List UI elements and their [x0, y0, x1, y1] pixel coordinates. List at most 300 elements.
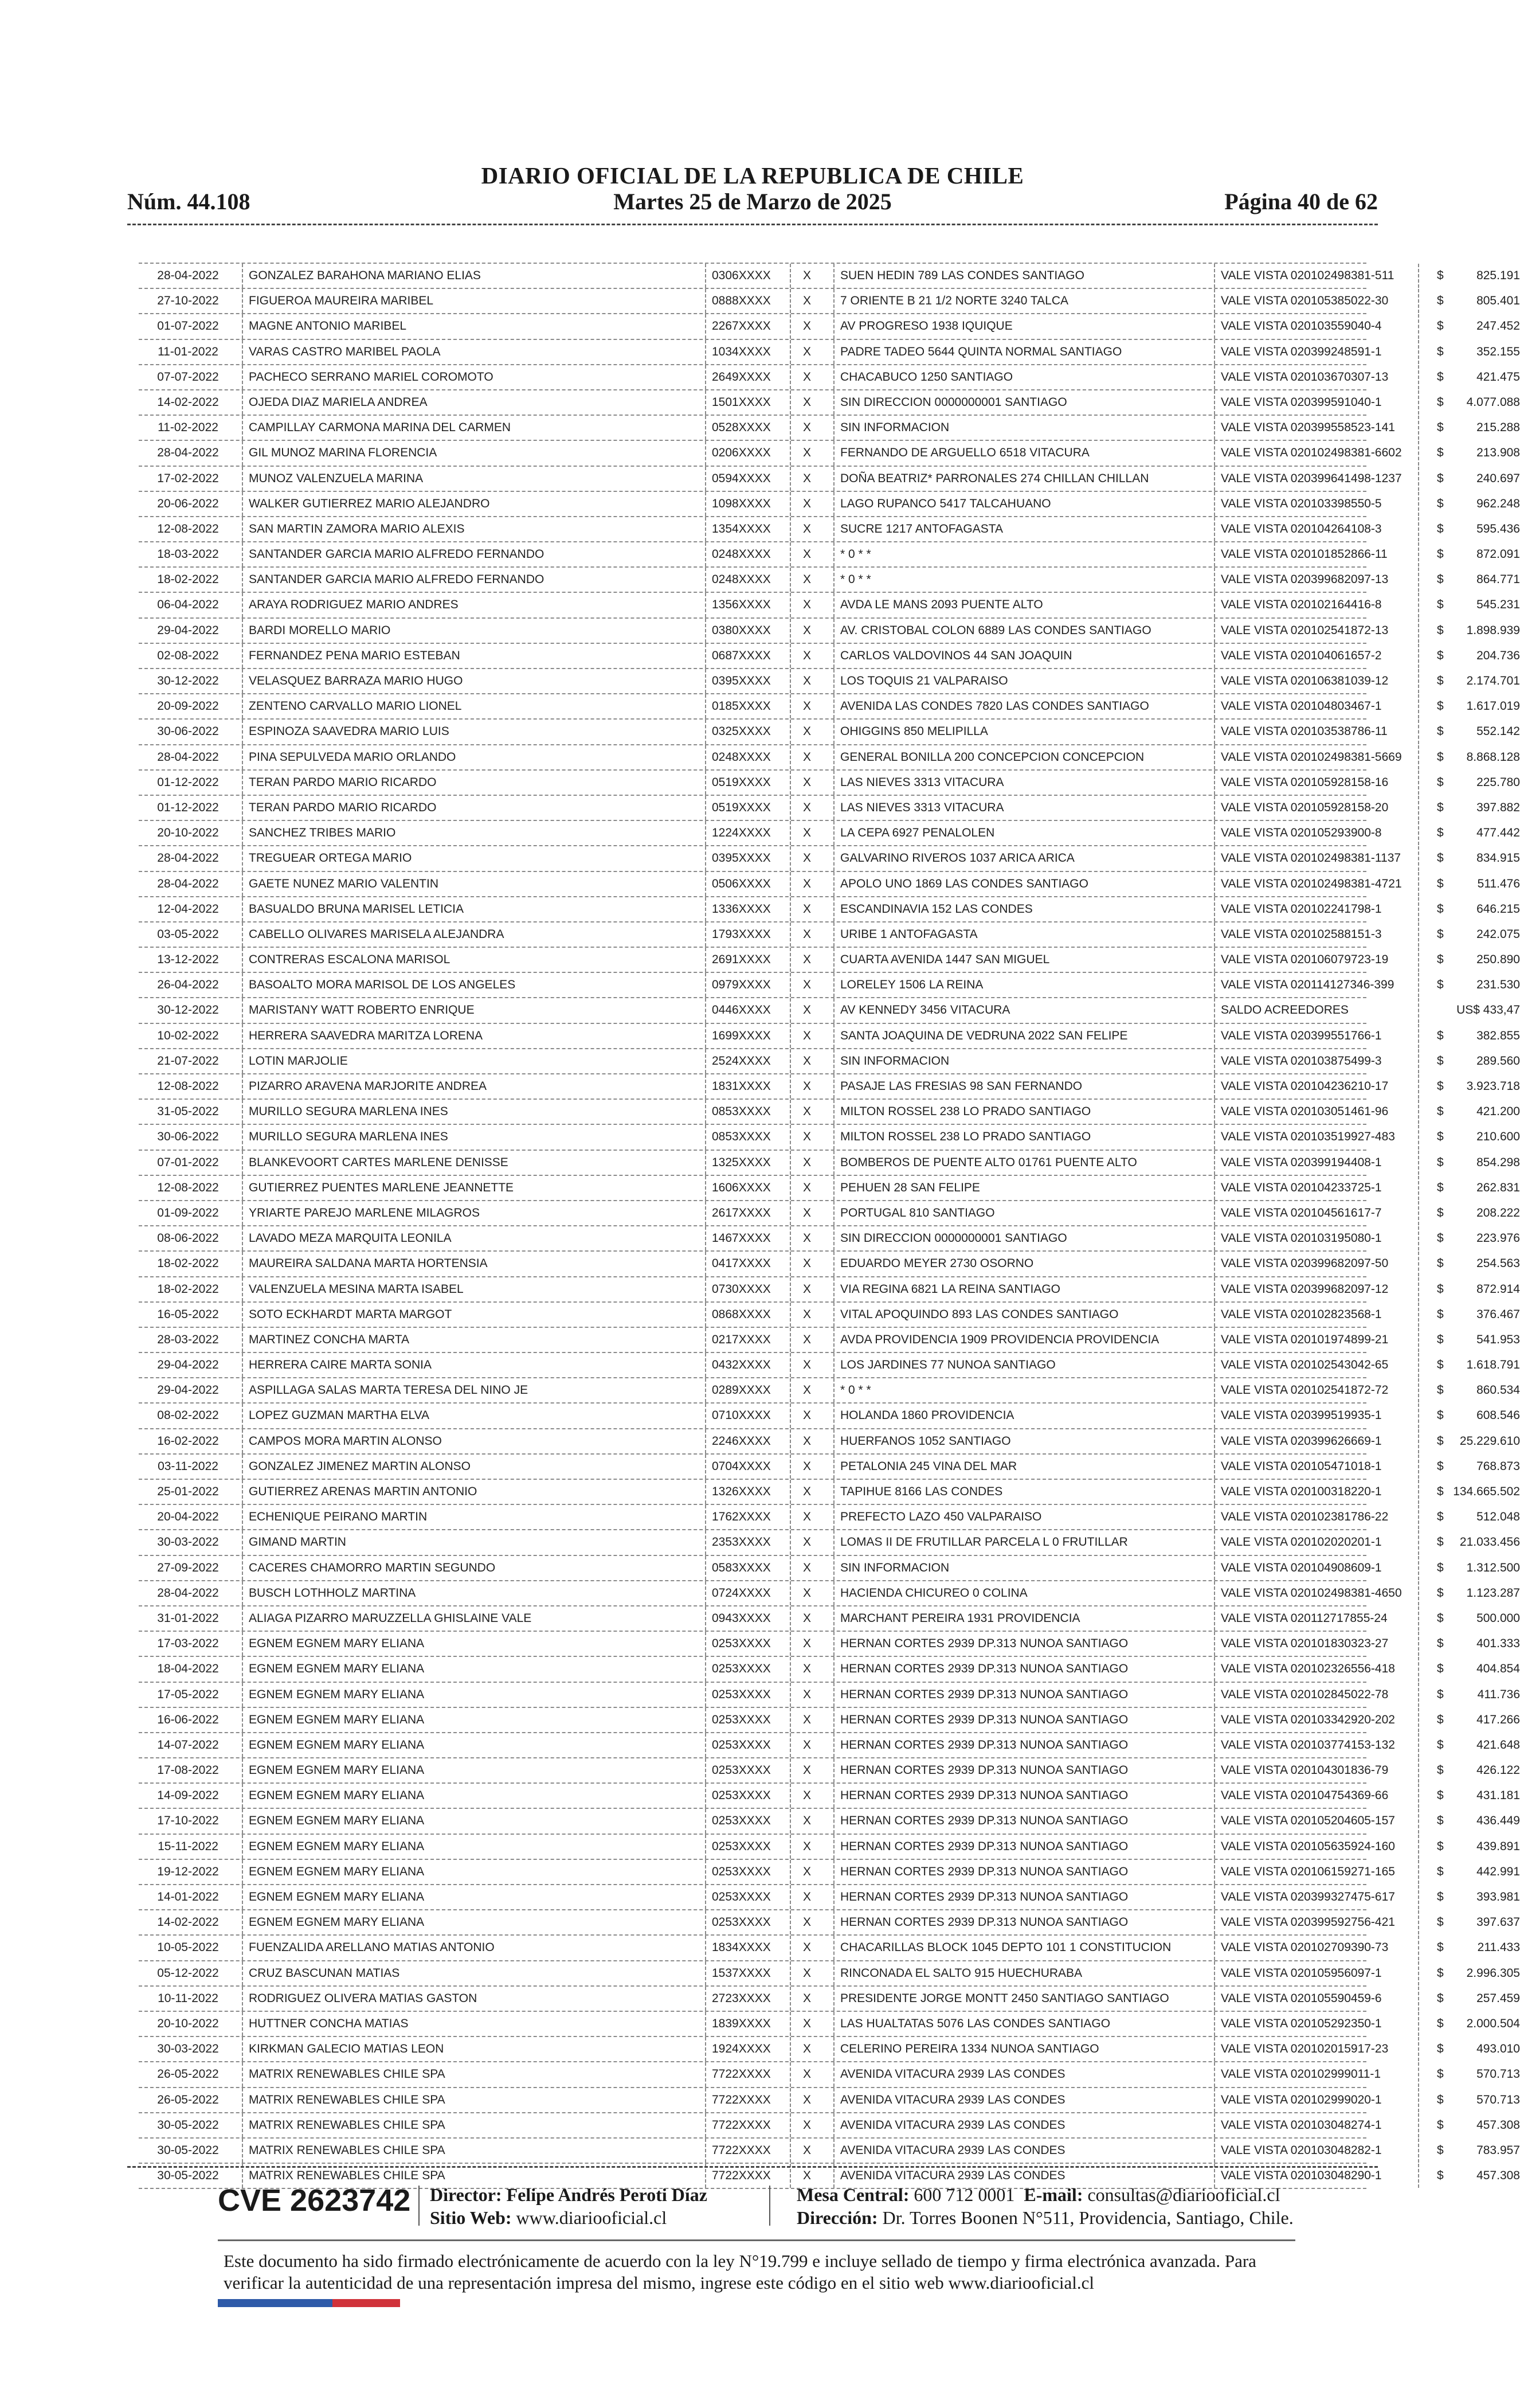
document-cell: VALE VISTA 020102381786-22: [1221, 1510, 1389, 1524]
mark-cell: X: [802, 1383, 811, 1397]
rut-cell: 2524XXXX: [712, 1054, 771, 1068]
column-separator: [1418, 973, 1419, 997]
document-cell: VALE VISTA 020104264108-3: [1221, 522, 1382, 535]
column-separator: [790, 846, 791, 870]
currency-cell: $: [1437, 1282, 1444, 1296]
name-cell: KIRKMAN GALECIO MATIAS LEON: [249, 2042, 444, 2056]
column-separator: [1418, 340, 1419, 364]
table-row: [139, 745, 1520, 771]
column-separator: [242, 1226, 243, 1250]
address-label: Dirección:: [797, 2207, 878, 2228]
date-cell: 30-12-2022: [157, 1003, 219, 1017]
column-separator: [790, 1328, 791, 1352]
document-cell: SALDO ACREEDORES: [1221, 1003, 1349, 1017]
table-row: [139, 1378, 1520, 1404]
column-separator: [1214, 340, 1215, 364]
column-separator: [705, 1606, 706, 1631]
column-separator: [242, 1860, 243, 1884]
column-separator: [242, 2113, 243, 2137]
date-cell: 30-06-2022: [157, 1130, 219, 1144]
amount-cell: 872.914: [1476, 1282, 1520, 1296]
date-cell: 18-03-2022: [157, 548, 219, 561]
column-separator: [790, 897, 791, 921]
address-cell: * 0 * *: [840, 573, 871, 587]
date-cell: 20-10-2022: [157, 826, 219, 840]
column-separator: [705, 922, 706, 947]
rut-cell: 2267XXXX: [712, 319, 771, 333]
currency-cell: $: [1437, 674, 1444, 687]
rut-cell: 1537XXXX: [712, 1966, 771, 1980]
column-separator: [790, 1353, 791, 1377]
amount-cell: 8.868.128: [1466, 750, 1520, 764]
column-separator: [705, 416, 706, 440]
column-separator: [705, 846, 706, 870]
column-separator: [705, 517, 706, 541]
name-cell: SOTO ECKHARDT MARTA MARGOT: [249, 1307, 452, 1321]
date-cell: 20-09-2022: [157, 699, 219, 713]
column-separator: [242, 2062, 243, 2086]
name-cell: CONTRERAS ESCALONA MARISOL: [249, 953, 450, 967]
amount-cell: 595.436: [1476, 522, 1520, 535]
currency-cell: $: [1437, 826, 1444, 840]
email-link[interactable]: consultas@diariooficial.cl: [1087, 2184, 1280, 2205]
date-cell: 28-04-2022: [157, 1586, 219, 1600]
column-separator: [790, 1378, 791, 1402]
rut-cell: 0395XXXX: [712, 851, 771, 865]
rut-cell: 1924XXXX: [712, 2042, 771, 2056]
address-cell: HERNAN CORTES 2939 DP.313 NUNOA SANTIAGO: [840, 1789, 1129, 1803]
column-separator: [833, 1657, 835, 1681]
column-separator: [833, 821, 835, 845]
table-row: [139, 1987, 1520, 2012]
column-separator: [1418, 2012, 1419, 2036]
table-row: [139, 771, 1520, 796]
column-separator: [705, 1936, 706, 1960]
amount-cell: 570.713: [1476, 2067, 1520, 2081]
date-cell: 01-07-2022: [157, 319, 219, 333]
address-cell: MILTON ROSSEL 238 LO PRADO SANTIAGO: [840, 1105, 1091, 1119]
column-separator: [242, 1835, 243, 1859]
amount-cell: 21.033.456: [1459, 1535, 1520, 1549]
address-cell: HOLANDA 1860 PROVIDENCIA: [840, 1409, 1014, 1422]
column-separator: [1418, 998, 1419, 1022]
column-separator: [790, 1125, 791, 1149]
table-row: [139, 1303, 1520, 1328]
column-separator: [833, 1708, 835, 1732]
column-separator: [1418, 1049, 1419, 1073]
column-separator: [790, 1024, 791, 1048]
document-cell: VALE VISTA 020105292350-1: [1221, 2016, 1382, 2030]
rut-cell: 0710XXXX: [712, 1409, 771, 1422]
amount-cell: 1.312.500: [1466, 1561, 1520, 1574]
currency-cell: $: [1437, 927, 1444, 941]
rut-cell: 0289XXXX: [712, 1383, 771, 1397]
column-separator: [790, 542, 791, 566]
column-separator: [1418, 796, 1419, 820]
column-separator: [1418, 1683, 1419, 1707]
currency-cell: $: [1437, 775, 1444, 789]
date-cell: 18-04-2022: [157, 1662, 219, 1676]
currency-cell: $: [1437, 1257, 1444, 1271]
column-separator: [705, 1252, 706, 1276]
column-separator: [1214, 2062, 1215, 2086]
table-row: [139, 289, 1520, 314]
document-cell: VALE VISTA 020399641498-1237: [1221, 471, 1402, 485]
name-cell: TERAN PARDO MARIO RICARDO: [249, 800, 437, 814]
column-separator: [705, 1632, 706, 1656]
column-separator: [242, 1733, 243, 1757]
column-separator: [790, 1480, 791, 1504]
name-cell: GONZALEZ BARAHONA MARIANO ELIAS: [249, 269, 481, 282]
rut-cell: 0253XXXX: [712, 1789, 771, 1803]
column-separator: [833, 619, 835, 643]
currency-cell: $: [1437, 1307, 1444, 1321]
currency-cell: $: [1437, 294, 1444, 308]
date-cell: 16-06-2022: [157, 1713, 219, 1726]
table-row: [139, 897, 1520, 922]
date-cell: 08-02-2022: [157, 1409, 219, 1422]
document-cell: VALE VISTA 020103048290-1: [1221, 2169, 1382, 2183]
mark-cell: X: [802, 1232, 811, 1245]
column-separator: [242, 998, 243, 1022]
document-cell: VALE VISTA 020101974899-21: [1221, 1332, 1389, 1346]
mark-cell: X: [802, 699, 811, 713]
amount-cell: 397.637: [1476, 1916, 1520, 1929]
date-cell: 25-01-2022: [157, 1485, 219, 1498]
name-cell: SAN MARTIN ZAMORA MARIO ALEXIS: [249, 522, 465, 535]
column-separator: [833, 973, 835, 997]
column-separator: [1418, 1378, 1419, 1402]
document-cell: VALE VISTA 020399682097-50: [1221, 1257, 1389, 1271]
table-row: [139, 1606, 1520, 1632]
date-cell: 08-06-2022: [157, 1232, 219, 1245]
website-link[interactable]: www.diariooficial.cl: [516, 2207, 667, 2228]
column-separator: [1418, 619, 1419, 643]
column-separator: [833, 922, 835, 947]
address-value: Dr. Torres Boonen N°511, Providencia, Santiago, Chile.: [882, 2207, 1294, 2228]
date-cell: 10-05-2022: [157, 1941, 219, 1954]
rut-cell: 0253XXXX: [712, 1839, 771, 1853]
address-cell: BOMBEROS DE PUENTE ALTO 01761 PUENTE ALTO: [840, 1155, 1137, 1169]
document-cell: VALE VISTA 020105293900-8: [1221, 826, 1382, 840]
document-cell: VALE VISTA 020105928158-16: [1221, 775, 1389, 789]
column-separator: [790, 796, 791, 820]
document-cell: VALE VISTA 020399591040-1: [1221, 395, 1382, 409]
address-cell: HERNAN CORTES 2939 DP.313 NUNOA SANTIAGO: [840, 1738, 1129, 1752]
column-separator: [705, 1049, 706, 1073]
address-cell: PORTUGAL 810 SANTIAGO: [840, 1206, 995, 1219]
address-cell: SIN INFORMACION: [840, 421, 950, 435]
date-cell: 18-02-2022: [157, 1282, 219, 1296]
column-separator: [833, 593, 835, 617]
name-cell: GONZALEZ JIMENEZ MARTIN ALONSO: [249, 1459, 471, 1473]
rut-cell: 0185XXXX: [712, 699, 771, 713]
address-cell: EDUARDO MEYER 2730 OSORNO: [840, 1257, 1034, 1271]
mark-cell: X: [802, 1282, 811, 1296]
name-cell: EGNEM EGNEM MARY ELIANA: [249, 1916, 425, 1929]
column-separator: [833, 390, 835, 415]
table-row: [139, 2037, 1520, 2062]
column-separator: [242, 1758, 243, 1782]
address-cell: AV PROGRESO 1938 IQUIQUE: [840, 319, 1013, 333]
address-cell: SIN DIRECCION 0000000001 SANTIAGO: [840, 1232, 1067, 1245]
rut-cell: 1834XXXX: [712, 1941, 771, 1954]
column-separator: [833, 365, 835, 389]
mark-cell: X: [802, 623, 811, 637]
amount-cell: 439.891: [1476, 1839, 1520, 1853]
date-cell: 28-04-2022: [157, 750, 219, 764]
mark-cell: X: [802, 345, 811, 358]
address-cell: SUEN HEDIN 789 LAS CONDES SANTIAGO: [840, 269, 1084, 282]
name-cell: LAVADO MEZA MARQUITA LEONILA: [249, 1232, 452, 1245]
rut-cell: 0979XXXX: [712, 978, 771, 992]
document-cell: VALE VISTA 020399248591-1: [1221, 345, 1382, 358]
address-cell: LORELEY 1506 LA REINA: [840, 978, 984, 992]
document-cell: VALE VISTA 020102241798-1: [1221, 902, 1382, 916]
mark-cell: X: [802, 1206, 811, 1219]
mark-cell: X: [802, 953, 811, 967]
name-cell: LOPEZ GUZMAN MARTHA ELVA: [249, 1409, 430, 1422]
date-cell: 16-05-2022: [157, 1307, 219, 1321]
date-cell: 11-01-2022: [158, 345, 218, 358]
rut-cell: 7722XXXX: [712, 2143, 771, 2157]
date-cell: 31-05-2022: [157, 1105, 219, 1119]
mark-cell: X: [802, 1332, 811, 1346]
document-cell: VALE VISTA 020104561617-7: [1221, 1206, 1382, 1219]
column-separator: [705, 644, 706, 668]
column-separator: [1214, 1530, 1215, 1554]
column-separator: [1418, 264, 1419, 288]
currency-cell: $: [1437, 750, 1444, 764]
date-cell: 31-01-2022: [157, 1611, 219, 1625]
column-separator: [1418, 1556, 1419, 1580]
column-separator: [705, 1809, 706, 1833]
mark-cell: X: [802, 2093, 811, 2106]
amount-cell: 213.908: [1476, 446, 1520, 460]
name-cell: HUTTNER CONCHA MATIAS: [249, 2016, 409, 2030]
column-separator: [705, 1074, 706, 1099]
column-separator: [833, 517, 835, 541]
mark-cell: X: [802, 1257, 811, 1271]
currency-cell: $: [1437, 1561, 1444, 1574]
table-row: [139, 568, 1520, 593]
column-separator: [705, 1328, 706, 1352]
amount-cell: 376.467: [1476, 1307, 1520, 1321]
name-cell: BASUALDO BRUNA MARISEL LETICIA: [249, 902, 464, 916]
name-cell: EGNEM EGNEM MARY ELIANA: [249, 1764, 425, 1777]
document-cell: VALE VISTA 020399682097-13: [1221, 573, 1389, 587]
mark-cell: X: [802, 2042, 811, 2056]
column-separator: [1214, 998, 1215, 1022]
address-cell: DOÑA BEATRIZ* PARRONALES 274 CHILLAN CHILLAN: [840, 471, 1149, 485]
rut-cell: 0253XXXX: [712, 1890, 771, 1903]
table-row: [139, 1758, 1520, 1784]
rut-cell: 0380XXXX: [712, 623, 771, 637]
date-cell: 03-11-2022: [158, 1459, 218, 1473]
address-cell: CARLOS VALDOVINOS 44 SAN JOAQUIN: [840, 648, 1072, 662]
column-separator: [1418, 1784, 1419, 1808]
amount-cell: 204.736: [1476, 648, 1520, 662]
column-separator: [833, 1480, 835, 1504]
document-cell: VALE VISTA 020105635924-160: [1221, 1839, 1395, 1853]
address-cell: MARCHANT PEREIRA 1931 PROVIDENCIA: [840, 1611, 1080, 1625]
table-row: [139, 263, 1520, 289]
document-cell: VALE VISTA 020101830323-27: [1221, 1637, 1389, 1651]
document-cell: VALE VISTA 020106079723-19: [1221, 953, 1389, 967]
rut-cell: 7722XXXX: [712, 2169, 771, 2183]
address-cell: SANTA JOAQUINA DE VEDRUNA 2022 SAN FELIPE: [840, 1029, 1128, 1042]
name-cell: TREGUEAR ORTEGA MARIO: [249, 851, 412, 865]
column-separator: [833, 1378, 835, 1402]
column-separator: [1418, 1277, 1419, 1301]
address-cell: HERNAN CORTES 2939 DP.313 NUNOA SANTIAGO: [840, 1864, 1129, 1878]
table-row: [139, 1657, 1520, 1682]
column-separator: [1418, 542, 1419, 566]
column-separator: [705, 467, 706, 491]
column-separator: [1214, 467, 1215, 491]
address-cell: OHIGGINS 850 MELIPILLA: [840, 725, 988, 738]
column-separator: [1214, 517, 1215, 541]
column-separator: [1214, 922, 1215, 947]
column-separator: [1214, 1708, 1215, 1732]
column-separator: [833, 1049, 835, 1073]
column-separator: [242, 1201, 243, 1225]
currency-cell: $: [1437, 1358, 1444, 1372]
column-separator: [790, 720, 791, 744]
column-separator: [790, 1429, 791, 1453]
column-separator: [1214, 441, 1215, 465]
column-separator: [1418, 1835, 1419, 1859]
column-separator: [242, 872, 243, 896]
mark-cell: X: [802, 2143, 811, 2157]
column-separator: [1214, 1961, 1215, 1985]
column-separator: [790, 1100, 791, 1124]
column-separator: [833, 1277, 835, 1301]
website-label: Sitio Web:: [430, 2207, 512, 2228]
column-separator: [833, 948, 835, 972]
address-cell: ESCANDINAVIA 152 LAS CONDES: [840, 902, 1033, 916]
currency-cell: $: [1437, 1814, 1444, 1828]
column-separator: [1214, 1936, 1215, 1960]
name-cell: ZENTENO CARVALLO MARIO LIONEL: [249, 699, 462, 713]
column-separator: [242, 1303, 243, 1327]
column-separator: [705, 1987, 706, 2011]
column-separator: [242, 973, 243, 997]
date-cell: 12-08-2022: [157, 522, 219, 535]
column-separator: [1418, 948, 1419, 972]
rut-cell: 0519XXXX: [712, 775, 771, 789]
rut-cell: 0853XXXX: [712, 1105, 771, 1119]
document-cell: VALE VISTA 020102999011-1: [1221, 2067, 1381, 2081]
date-cell: 26-05-2022: [157, 2093, 219, 2106]
column-separator: [1418, 390, 1419, 415]
address-cell: LOS TOQUIS 21 VALPARAISO: [840, 674, 1008, 687]
currency-cell: $: [1437, 395, 1444, 409]
mark-cell: X: [802, 1307, 811, 1321]
table-row: [139, 1176, 1520, 1201]
column-separator: [833, 846, 835, 870]
date-cell: 10-11-2022: [158, 1991, 218, 2005]
mesa-label: Mesa Central:: [797, 2184, 910, 2205]
rut-cell: 0253XXXX: [712, 1637, 771, 1651]
column-separator: [1214, 973, 1215, 997]
table-row: [139, 1455, 1520, 1480]
currency-cell: $: [1437, 1332, 1444, 1346]
amount-cell: 262.831: [1476, 1180, 1520, 1194]
date-cell: 12-08-2022: [157, 1180, 219, 1194]
mark-cell: X: [802, 1713, 811, 1726]
name-cell: CAMPOS MORA MARTIN ALONSO: [249, 1434, 442, 1448]
column-separator: [1214, 796, 1215, 820]
mark-cell: X: [802, 750, 811, 764]
table-row: [139, 846, 1520, 871]
column-separator: [705, 314, 706, 338]
address-cell: LA CEPA 6927 PENALOLEN: [840, 826, 995, 840]
column-separator: [1214, 1074, 1215, 1099]
date-cell: 05-12-2022: [157, 1966, 219, 1980]
mark-cell: X: [802, 1029, 811, 1042]
column-separator: [790, 1657, 791, 1681]
column-separator: [790, 1910, 791, 1934]
column-separator: [1418, 872, 1419, 896]
column-separator: [242, 1632, 243, 1656]
mark-cell: X: [802, 2016, 811, 2030]
name-cell: CAMPILLAY CARMONA MARINA DEL CARMEN: [249, 421, 511, 435]
date-cell: 07-01-2022: [157, 1155, 219, 1169]
mark-cell: X: [802, 1839, 811, 1853]
column-separator: [242, 1961, 243, 1985]
amount-cell: 477.442: [1476, 826, 1520, 840]
currency-cell: $: [1437, 1586, 1444, 1600]
currency-cell: $: [1437, 648, 1444, 662]
amount-cell: 254.563: [1476, 1257, 1520, 1271]
amount-cell: 231.530: [1476, 978, 1520, 992]
mark-cell: X: [802, 294, 811, 308]
rut-cell: 1326XXXX: [712, 1485, 771, 1498]
name-cell: EGNEM EGNEM MARY ELIANA: [249, 1814, 425, 1828]
date-cell: 29-04-2022: [157, 623, 219, 637]
column-separator: [242, 264, 243, 288]
date-cell: 29-04-2022: [157, 1358, 219, 1372]
column-separator: [705, 542, 706, 566]
column-separator: [242, 2139, 243, 2163]
table-row: [139, 467, 1520, 492]
column-separator: [833, 1860, 835, 1884]
column-separator: [242, 365, 243, 389]
address-cell: FERNANDO DE ARGUELLO 6518 VITACURA: [840, 446, 1090, 460]
column-separator: [242, 416, 243, 440]
mark-cell: X: [802, 421, 811, 435]
column-separator: [705, 1353, 706, 1377]
amount-cell: 208.222: [1476, 1206, 1520, 1219]
name-cell: MARTINEZ CONCHA MARTA: [249, 1332, 410, 1346]
column-separator: [242, 1809, 243, 1833]
currency-cell: $: [1437, 269, 1444, 282]
amount-cell: 3.923.718: [1466, 1080, 1520, 1093]
document-cell: VALE VISTA 020399626669-1: [1221, 1434, 1382, 1448]
currency-cell: $: [1437, 548, 1444, 561]
column-separator: [242, 1353, 243, 1377]
date-cell: 20-06-2022: [157, 497, 219, 510]
address-cell: SIN INFORMACION: [840, 1054, 950, 1068]
column-separator: [790, 1809, 791, 1833]
document-cell: VALE VISTA 020102543042-65: [1221, 1358, 1389, 1372]
flag-stripe-red: [332, 2299, 400, 2307]
column-separator: [705, 568, 706, 592]
address-cell: AVDA LE MANS 2093 PUENTE ALTO: [840, 598, 1043, 612]
name-cell: PINA SEPULVEDA MARIO ORLANDO: [249, 750, 456, 764]
rut-cell: 0253XXXX: [712, 1738, 771, 1752]
